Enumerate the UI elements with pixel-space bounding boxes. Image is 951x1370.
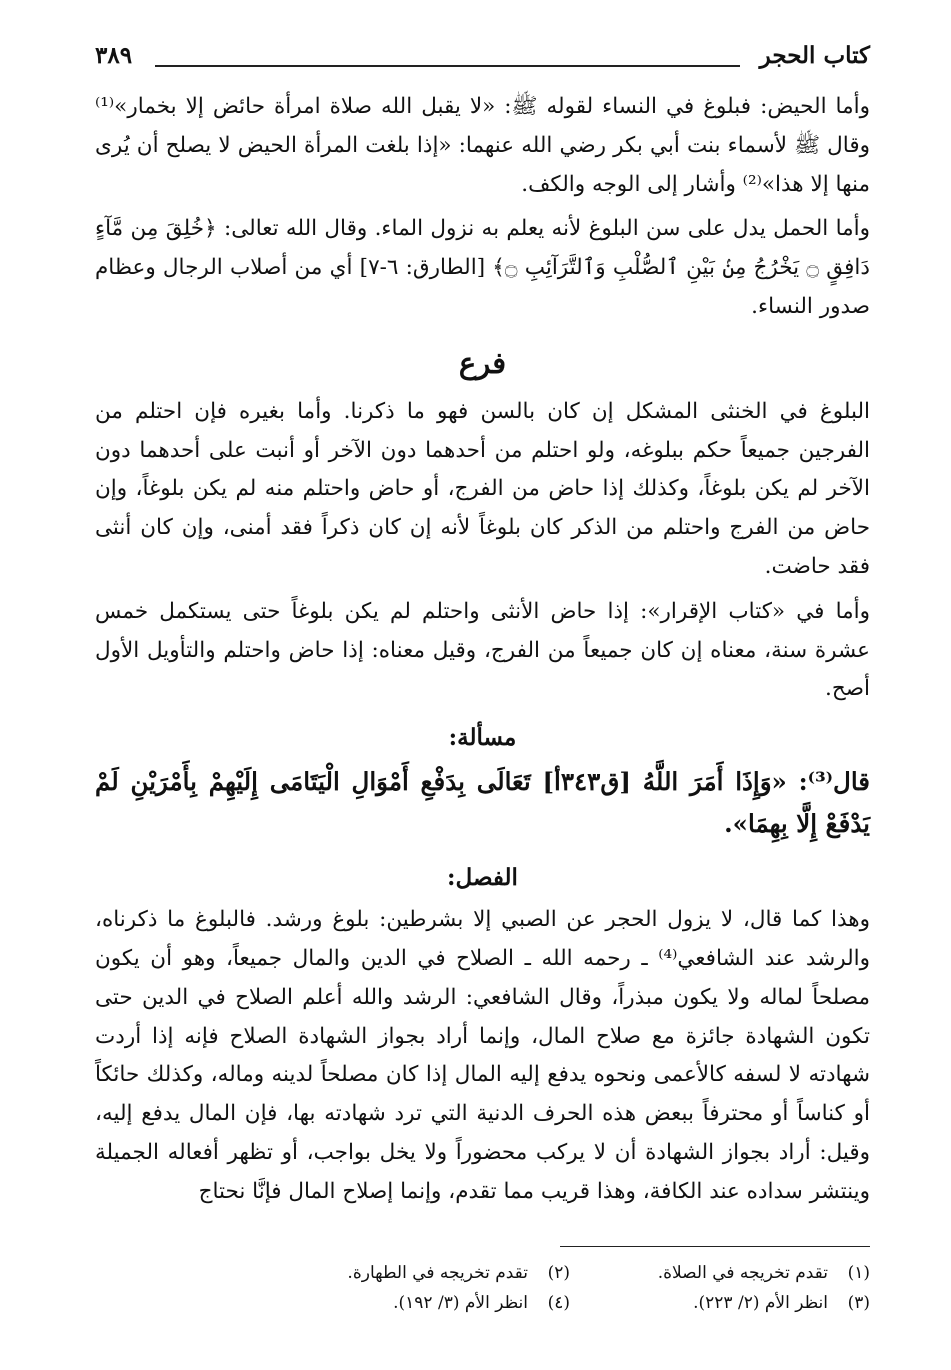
header-rule [155, 65, 740, 67]
footnote-item [270, 1288, 570, 1318]
footnote-row [250, 1288, 870, 1318]
footnote-number: (١) [847, 1263, 870, 1283]
footnote-text: تقدم تخريجه في الصلاة. [657, 1263, 828, 1283]
paragraph-pregnancy: وأما الحمل يدل على سن البلوغ لأنه يعلم به نزول الماء. وقال الله تعالى: ﴿خُلِقَ مِن مَّآءٍ دَافِقٍ ۝ يَخْرُجُ مِنۢ بَيْنِ ٱلصُّلْبِ وَٱلتَّرَآئِبِ ۝﴾ [الطارق: ٦-٧] أي من أصلاب الرجال وعظام صدور النساء. [95, 216, 870, 319]
footnote-rule [560, 1246, 870, 1247]
footnote-number: (٣) [847, 1293, 870, 1313]
paragraph-iqrar: وأما في «كتاب الإقرار»: إذا حاض الأنثى واحتلم لم يكن بلوغاً حتى يستكمل خمس عشرة سنة، معناه إن كان جميعاً من الفرج، وقيل معناه: إذا حاض واحتلم والتأويل الأول أصح. [95, 598, 870, 702]
running-header [95, 42, 870, 76]
footnote-text: انظر الأم (٣/ ١٩٢). [393, 1293, 528, 1313]
footnote-item [270, 1258, 570, 1288]
paragraph-khuntha: البلوغ في الخنثى المشكل إن كان بالسن فهو ما ذكرنا. وأما بغيره فإن احتلم من الفرجين جميعاً حكم ببلوغه، ولو احتلم من أحدهما دون الآخر أو أنبت على أحدهما دون الآخر لم يكن بلوغاً، وكذلك إذا حاض من الفرج، أو حاض واحتلم منه لم يكن بلوغاً، وإن حاض من الفرج واحتلم من الذكر كان بلوغاً لأنه إن كان ذكراً فقد أمنى، وإن كان أنثى فقد حاضت. [95, 398, 870, 579]
page-number: ٣٨٩ [95, 42, 133, 69]
chapter-title: كتاب الحجر [759, 42, 870, 69]
paragraph-menstruation: وأما الحيض: فبلوغ في النساء لقوله ﷺ: «لا يقبل الله صلاة امرأة حائض إلا بخمار»⁽¹⁾ وقال ﷺ لأسماء بنت أبي بكر رضي الله عنهما: «إذا بلغت المرأة الحيض لا يصلح أن يُرى منها إلا هذا»⁽²⁾ وأشار إلى الوجه والكف. [95, 94, 870, 197]
footnote-row [250, 1258, 870, 1288]
footnote-text: انظر الأم (٢/ ٢٢٣). [693, 1293, 828, 1313]
footnote-item [570, 1288, 870, 1318]
section-heading-far: فرع [458, 345, 507, 380]
paragraph-rushd: وهذا كما قال، لا يزول الحجر عن الصبي إلا بشرطين: بلوغ ورشد. فالبلوغ ما ذكرناه، والرشد عند الشافعي⁽⁴⁾ ـ رحمه الله ـ الصلاح في الدين والمال جميعاً، وهو أن يكون مصلحاً لماله ولا يكون مبذراً، وقال الشافعي: الرشد والله أعلم الصلاح في الدين حتى تكون الشهادة جائزة مع صلاح المال، وإنما أراد بجواز الشهادة الصلاح فإنه إذا أردت شهادته لا لسفه كالأعمى ونحوه يدفع إليه المال إذا كان مصلحاً لدينه وماله، وكذلك حائكاً أو كناساً أو محترفاً ببعض هذه الحرف الدنية التي ترد شهادته بها، فإن المال يدفع إليه، وقيل: أراد بجواز الشهادة أن لا يركب محضوراً ولا يخل بواجب، أو تظهر أفعاله الجميلة وينتشر سداده عند الكافة، وهذا قريب مما تقدم، وإنما إصلاح المال فإنَّا نحتاج [95, 907, 870, 1204]
footnote-item [570, 1258, 870, 1288]
section-heading-fasl: الفصل: [447, 864, 518, 892]
footnote-text: تقدم تخريجه في الطهارة. [347, 1263, 528, 1283]
matn-quote: قال⁽³⁾: «وَإِذَا أَمَرَ اللَّهُ [ق٣٤٣أ] تَعَالَى بِدَفْعِ أَمْوَالِ الْيَتَامَى إِلَيْهِمْ بِأَمْرَيْنِ لَمْ يَدْفَعْ إِلَّا بِهِمَا». [95, 767, 870, 839]
footnotes [250, 1258, 870, 1318]
footnote-number: (٤) [547, 1293, 570, 1313]
section-heading-masala: مسألة: [448, 724, 517, 752]
page-body [95, 42, 870, 1212]
footnote-number: (٢) [547, 1263, 570, 1283]
